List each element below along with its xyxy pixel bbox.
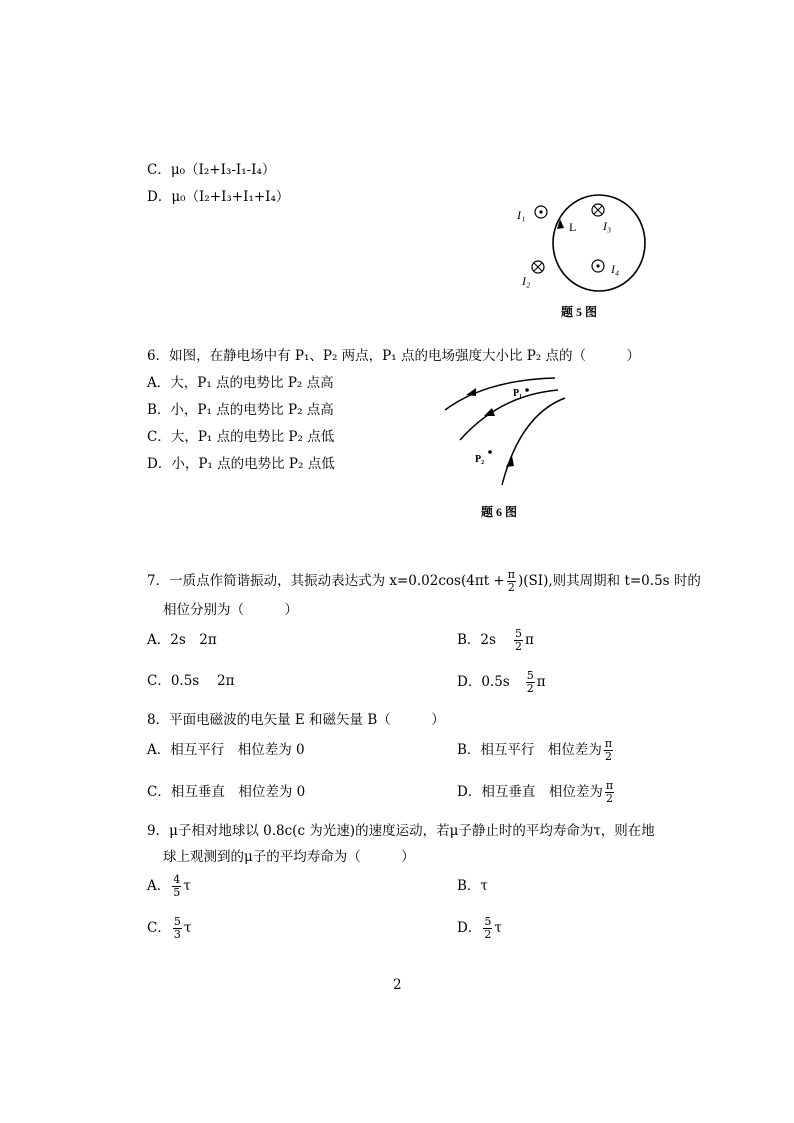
figure-caption: 题 6 图	[481, 505, 518, 519]
field-line	[460, 390, 558, 440]
q9-stem-line2: 球上观测到的μ子的平均寿命为（ ）	[163, 849, 415, 865]
q5-figure	[505, 185, 655, 325]
label-p1: P₁	[513, 388, 523, 399]
figure-caption: 题 5 图	[561, 305, 598, 319]
page-number: 2	[393, 977, 402, 993]
field-line	[445, 378, 555, 410]
q6-figure	[440, 370, 570, 530]
q7-stem-text: )(SI),则其周期和 t=0.5s 时的	[517, 573, 701, 589]
q7-stem-line2: 相位分别为（ ）	[163, 602, 298, 618]
q9-option-b: B．τ	[457, 878, 488, 894]
label-i2: I₂	[522, 274, 531, 288]
label-i4: I₄	[611, 262, 620, 276]
q7-stem-text: 7．一质点作简谐振动，其振动表达式为 x=0.02cos(4πt +	[147, 573, 505, 589]
label-p2: P₂	[475, 454, 485, 465]
q5-option-c: C．μ₀（I₂+I₃-I₁-I₄）	[147, 162, 276, 178]
field-arrow-icon	[466, 388, 476, 396]
q7-stem	[147, 563, 701, 599]
q9-stem: 9．μ子相对地球以 0.8c(c 为光速)的速度运动，若μ子静止时的平均寿命为τ，则在地	[147, 823, 655, 839]
field-line	[502, 398, 565, 485]
q8-option-b: B．相互平行 相位差为 $\frac{\pi}{2}$	[457, 736, 613, 763]
q8-option-a: A．相互平行 相位差为 0	[147, 742, 305, 758]
q9-option-d: D． $\frac{5}{2}$ τ	[457, 914, 502, 941]
field-arrow-icon	[484, 408, 495, 416]
current-in-icon	[592, 204, 604, 216]
q7-option-b: B．2s $\frac{5}{2}$ π	[457, 626, 534, 653]
q8-stem: 8．平面电磁波的电矢量 E 和磁矢量 B（ ）	[147, 712, 445, 728]
q7-option-d: D．0.5s $\frac{5}{2}$ π	[457, 668, 546, 695]
q6-option-c: C．大，P₁ 点的电势比 P₂ 点低	[147, 429, 335, 445]
label-i1: I₁	[517, 208, 526, 222]
q9-option-c: C． $\frac{5}{3}$ τ	[147, 914, 192, 941]
label-i3: I₃	[603, 219, 612, 233]
field-arrow-icon	[506, 456, 514, 467]
fraction: $\frac{\pi}{2}$	[507, 567, 515, 594]
q8-option-c: C．相互垂直 相位差为 0	[147, 784, 306, 800]
q6-option-b: B．小，P₁ 点的电势比 P₂ 点高	[147, 402, 334, 418]
q6-option-d: D．小，P₁ 点的电势比 P₂ 点低	[147, 456, 335, 472]
q9-option-a: A． $\frac{4}{5}$ τ	[147, 872, 191, 899]
q8-option-d: D．相互垂直 相位差为 $\frac{\pi}{2}$	[457, 778, 614, 805]
q6-stem: 6．如图，在静电场中有 P₁、P₂ 两点，P₁ 点的电场强度大小比 P₂ 点的（ ）	[147, 348, 641, 364]
q6-option-a: A．大，P₁ 点的电势比 P₂ 点高	[147, 375, 334, 391]
loop-label: L	[569, 220, 577, 234]
q5-option-d: D．μ₀（I₂+I₃+I₁+I₄）	[147, 189, 290, 205]
q7-option-a: A．2s 2π	[147, 632, 217, 648]
q7-option-c: C．0.5s 2π	[147, 673, 235, 689]
current-in-icon	[532, 261, 544, 273]
